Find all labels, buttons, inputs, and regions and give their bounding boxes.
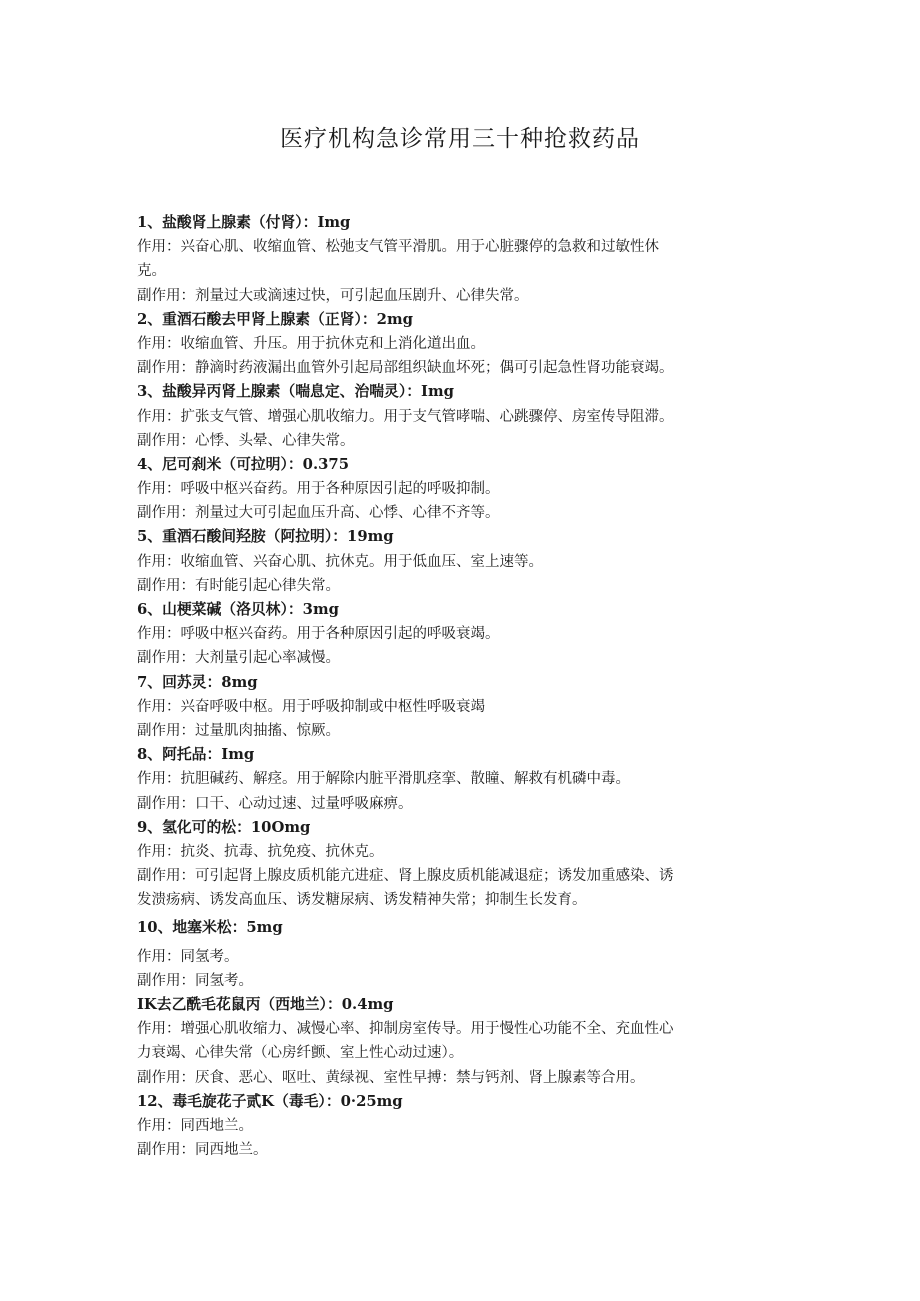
drug-effect: 作用：兴奋呼吸中枢。用于呼吸抑制或中枢性呼吸衰竭 bbox=[137, 698, 485, 715]
drug-effect: 作用：兴奋心肌、收缩血管、松弛支气管平滑肌。用于心脏骤停的急救和过敏性休 bbox=[137, 239, 659, 256]
drug-side-effect: 副作用：剂量过大可引起血压升高、心悸、心律不齐等。 bbox=[137, 505, 500, 522]
drug-side-effect: 副作用：可引起肾上腺皮质机能亢进症、肾上腺皮质机能减退症；诱发加重感染、诱 bbox=[137, 868, 674, 885]
drug-heading: IK去乙酰毛花鼠丙（西地兰）：0.4mg bbox=[137, 996, 394, 1013]
drug-entry bbox=[137, 211, 777, 308]
drug-entry bbox=[137, 380, 777, 453]
drug-entry bbox=[137, 916, 777, 993]
drug-entry bbox=[137, 598, 777, 671]
drug-list bbox=[137, 211, 777, 1162]
drug-effect: 力衰竭、心律失常（心房纤颤、室上性心动过速）。 bbox=[137, 1045, 464, 1062]
drug-side-effect: 副作用：静滴时药液漏出血管外引起局部组织缺血坏死；偶可引起急性肾功能衰竭。 bbox=[137, 360, 674, 377]
drug-side-effect: 副作用：大剂量引起心率减慢。 bbox=[137, 650, 340, 667]
page-title: 医疗机构急诊常用三十种抢救药品 bbox=[280, 126, 640, 152]
drug-side-effect: 副作用：同西地兰。 bbox=[137, 1142, 268, 1159]
drug-entry bbox=[137, 453, 777, 526]
drug-entry bbox=[137, 816, 777, 913]
drug-side-effect: 发溃疡病、诱发高血压、诱发糖尿病、诱发精神失常；抑制生长发育。 bbox=[137, 892, 587, 909]
drug-heading: 6、山梗菜碱（洛贝林）：3mg bbox=[137, 601, 339, 618]
drug-side-effect: 副作用：同氢考。 bbox=[137, 972, 253, 989]
drug-heading: 1、盐酸肾上腺素（付肾）：Img bbox=[137, 214, 351, 231]
drug-heading: 10、地塞米松：5mg bbox=[137, 919, 283, 937]
drug-heading: 9、氢化可的松：10Omg bbox=[137, 818, 311, 836]
drug-side-effect: 副作用：剂量过大或滴速过快，可引起血压剧升、心律失常。 bbox=[137, 287, 529, 304]
drug-side-effect: 副作用：过量肌肉抽搐、惊厥。 bbox=[137, 722, 340, 739]
drug-side-effect: 副作用：厌食、恶心、呕吐、黄绿视、室性早搏：禁与钙剂、肾上腺素等合用。 bbox=[137, 1069, 645, 1086]
drug-heading: 2、重酒石酸去甲肾上腺素（正肾）：2mg bbox=[137, 310, 413, 328]
drug-effect: 作用：增强心肌收缩力、减慢心率、抑制房室传导。用于慢性心功能不全、充血性心 bbox=[137, 1021, 674, 1038]
drug-entry bbox=[137, 743, 777, 816]
drug-effect: 克。 bbox=[137, 263, 166, 280]
drug-heading: 5、重酒石酸间羟胺（阿拉明）：19mg bbox=[137, 528, 394, 546]
drug-entry bbox=[137, 308, 777, 381]
drug-effect: 作用：扩张支气管、增强心肌收缩力。用于支气管哮喘、心跳骤停、房室传导阻滞。 bbox=[137, 408, 674, 425]
drug-heading: 4、尼可刹米（可拉明）：0.375 bbox=[137, 455, 349, 473]
drug-heading: 12、毒毛旋花子贰K（毒毛）：0·25mg bbox=[137, 1092, 403, 1110]
drug-effect: 作用：收缩血管、升压。用于抗休克和上消化道出血。 bbox=[137, 335, 485, 352]
drug-effect: 作用：抗炎、抗毒、抗免疫、抗休克。 bbox=[137, 843, 384, 860]
drug-effect: 作用：呼吸中枢兴奋药。用于各种原因引起的呼吸抑制。 bbox=[137, 481, 500, 498]
drug-heading: 7、回苏灵：8mg bbox=[137, 673, 258, 691]
drug-entry bbox=[137, 525, 777, 598]
drug-effect: 作用：抗胆碱药、解痉。用于解除内脏平滑肌痉挛、散瞳、解救有机磷中毒。 bbox=[137, 771, 630, 788]
drug-heading: 8、阿托品：Img bbox=[137, 746, 255, 764]
drug-entry bbox=[137, 671, 777, 744]
drug-side-effect: 副作用：心悸、头晕、心律失常。 bbox=[137, 432, 355, 449]
drug-side-effect: 副作用：有时能引起心律失常。 bbox=[137, 577, 340, 594]
drug-effect: 作用：呼吸中枢兴奋药。用于各种原因引起的呼吸衰竭。 bbox=[137, 626, 500, 643]
drug-effect: 作用：收缩血管、兴奋心肌、抗休克。用于低血压、室上速等。 bbox=[137, 553, 543, 570]
drug-entry bbox=[137, 1090, 777, 1163]
drug-effect: 作用：同氢考。 bbox=[137, 948, 239, 965]
drug-effect: 作用：同西地兰。 bbox=[137, 1117, 253, 1134]
drug-entry bbox=[137, 993, 777, 1090]
drug-side-effect: 副作用：口干、心动过速、过量呼吸麻痹。 bbox=[137, 795, 413, 812]
drug-heading: 3、盐酸异丙肾上腺素（喘息定、治喘灵）：Img bbox=[137, 383, 454, 401]
